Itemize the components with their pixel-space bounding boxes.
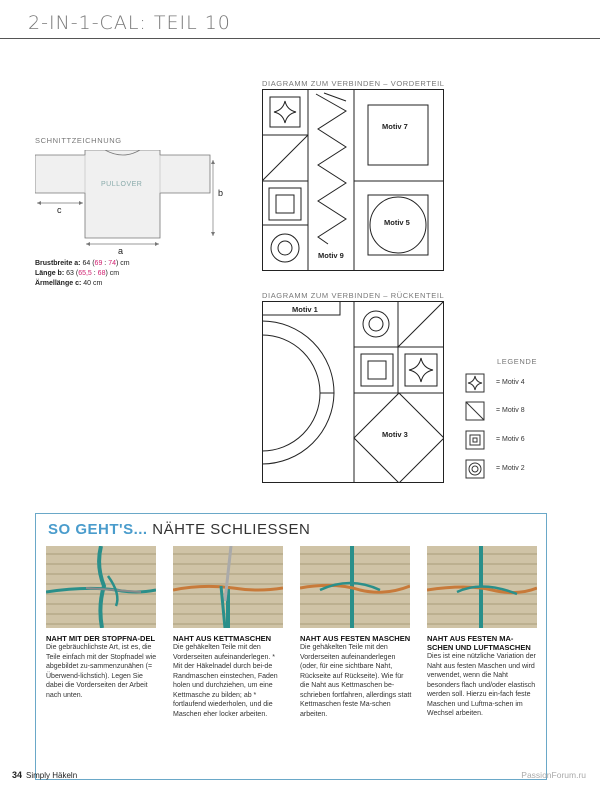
step-photo-4	[427, 546, 537, 633]
step-1-heading: NAHT MIT DER STOPFNA-DEL	[46, 634, 156, 643]
front-diagram	[262, 89, 444, 271]
measurements	[35, 259, 130, 289]
circle-motif-icon	[465, 459, 485, 479]
step-3	[300, 634, 412, 719]
brust-line: Brustbreite a: 64 (69 : 74) cm	[35, 260, 130, 267]
star-motif-icon	[465, 373, 485, 393]
header-divider	[0, 38, 600, 39]
step-2	[173, 634, 285, 719]
step-1-text: Die gebräuchlichste Art, ist es, die Teile einfach mit der Stopfnadel wie abgebildet zu-sammenzunähen (= Überwend-lichstich). Legen Sie dabei die Vorderseiten der Arbeit nach unten.	[46, 644, 157, 699]
legend-label-motiv8: = Motiv 8	[496, 407, 525, 414]
dim-b-label: b	[218, 188, 224, 198]
back-diagram	[262, 301, 444, 483]
legend-label-motiv6: = Motiv 6	[496, 436, 525, 443]
diagonal-motif-icon	[465, 401, 485, 421]
step-3-heading: NAHT AUS FESTEN MASCHEN	[300, 634, 411, 643]
legend-item-motiv2	[465, 459, 485, 484]
dim-c-label: c	[57, 205, 62, 215]
chapter-title: 2-IN-1-CAL: TEIL 10	[28, 12, 231, 34]
dim-a-label: a	[118, 246, 124, 256]
how-to-box	[35, 513, 547, 780]
legend-item-motiv8	[465, 401, 485, 426]
motiv3-label: Motiv 3	[382, 430, 408, 439]
step-1	[46, 634, 158, 700]
step-4	[427, 634, 539, 719]
step-2-heading: NAHT AUS KETTMASCHEN	[173, 634, 272, 643]
laenge-line: Länge b: 63 (65,5 : 68) cm	[35, 270, 120, 277]
step-2-text: Die gehäkelten Teile mit den Vorderseiten aufeinanderlegen. * Mit der Häkelnadel durch bei-de Randmaschen einstechen, Faden holen und durchziehen, um eine Kettmasche zu bilden; ab * fortlaufend wiederholen, und die Maschen eher locker arbeiten.	[173, 644, 278, 718]
magazine-name: Simply Häkeln	[26, 771, 78, 780]
schnitt-heading: SCHNITTZEICHNUNG	[35, 136, 122, 145]
motiv9-label: Motiv 9	[318, 251, 344, 260]
motiv5-label: Motiv 5	[384, 218, 410, 227]
legend-label-motiv4: = Motiv 4	[496, 379, 525, 386]
legend-label-motiv2: = Motiv 2	[496, 465, 525, 472]
section-title: SO GEHT'S... NÄHTE SCHLIESSEN	[48, 521, 311, 538]
page-number: 34	[12, 770, 23, 780]
step-4-text: Dies ist eine nützliche Variation der Naht aus festen Maschen und wird verwendet, wenn die Naht besonders flach und/oder elastisch werden soll. Hierzu ein-fach feste Maschen und Luftma-schen im Wechsel arbeiten.	[427, 653, 536, 717]
pullover-label: PULLOVER	[101, 181, 143, 188]
legend-item-motiv4	[465, 373, 485, 398]
step-photo-2	[173, 546, 283, 633]
watermark: PassionForum.ru	[521, 770, 586, 780]
step-3-text: Die gehäkelten Teile mit den Vorderseiten aufeinanderlegen (oder, für eine sichtbare Naht, Rückseite auf Rückseite). Wie für die Naht aus Kettmaschen be-schrieben fortfahren, allerdings statt Kettmaschen feste Ma-schen arbeiten.	[300, 644, 412, 718]
page-footer	[12, 770, 77, 780]
sweater-schematic	[35, 150, 215, 250]
step-4-heading: NAHT AUS FESTEN MA-SCHEN UND LUFTMASCHEN	[427, 634, 531, 652]
step-photo-1	[46, 546, 156, 633]
motiv1-label: Motiv 1	[292, 305, 318, 314]
back-diagram-heading: DIAGRAMM ZUM VERBINDEN – RÜCKENTEIL	[262, 291, 445, 300]
legend-item-motiv6	[465, 430, 485, 455]
square-motif-icon	[465, 430, 485, 450]
motiv7-label: Motiv 7	[382, 122, 408, 131]
legend-heading: LEGENDE	[497, 357, 538, 366]
step-photo-3	[300, 546, 410, 633]
front-diagram-heading: DIAGRAMM ZUM VERBINDEN – VORDERTEIL	[262, 79, 445, 88]
aermel-line: Ärmellänge c: 40 cm	[35, 280, 103, 287]
